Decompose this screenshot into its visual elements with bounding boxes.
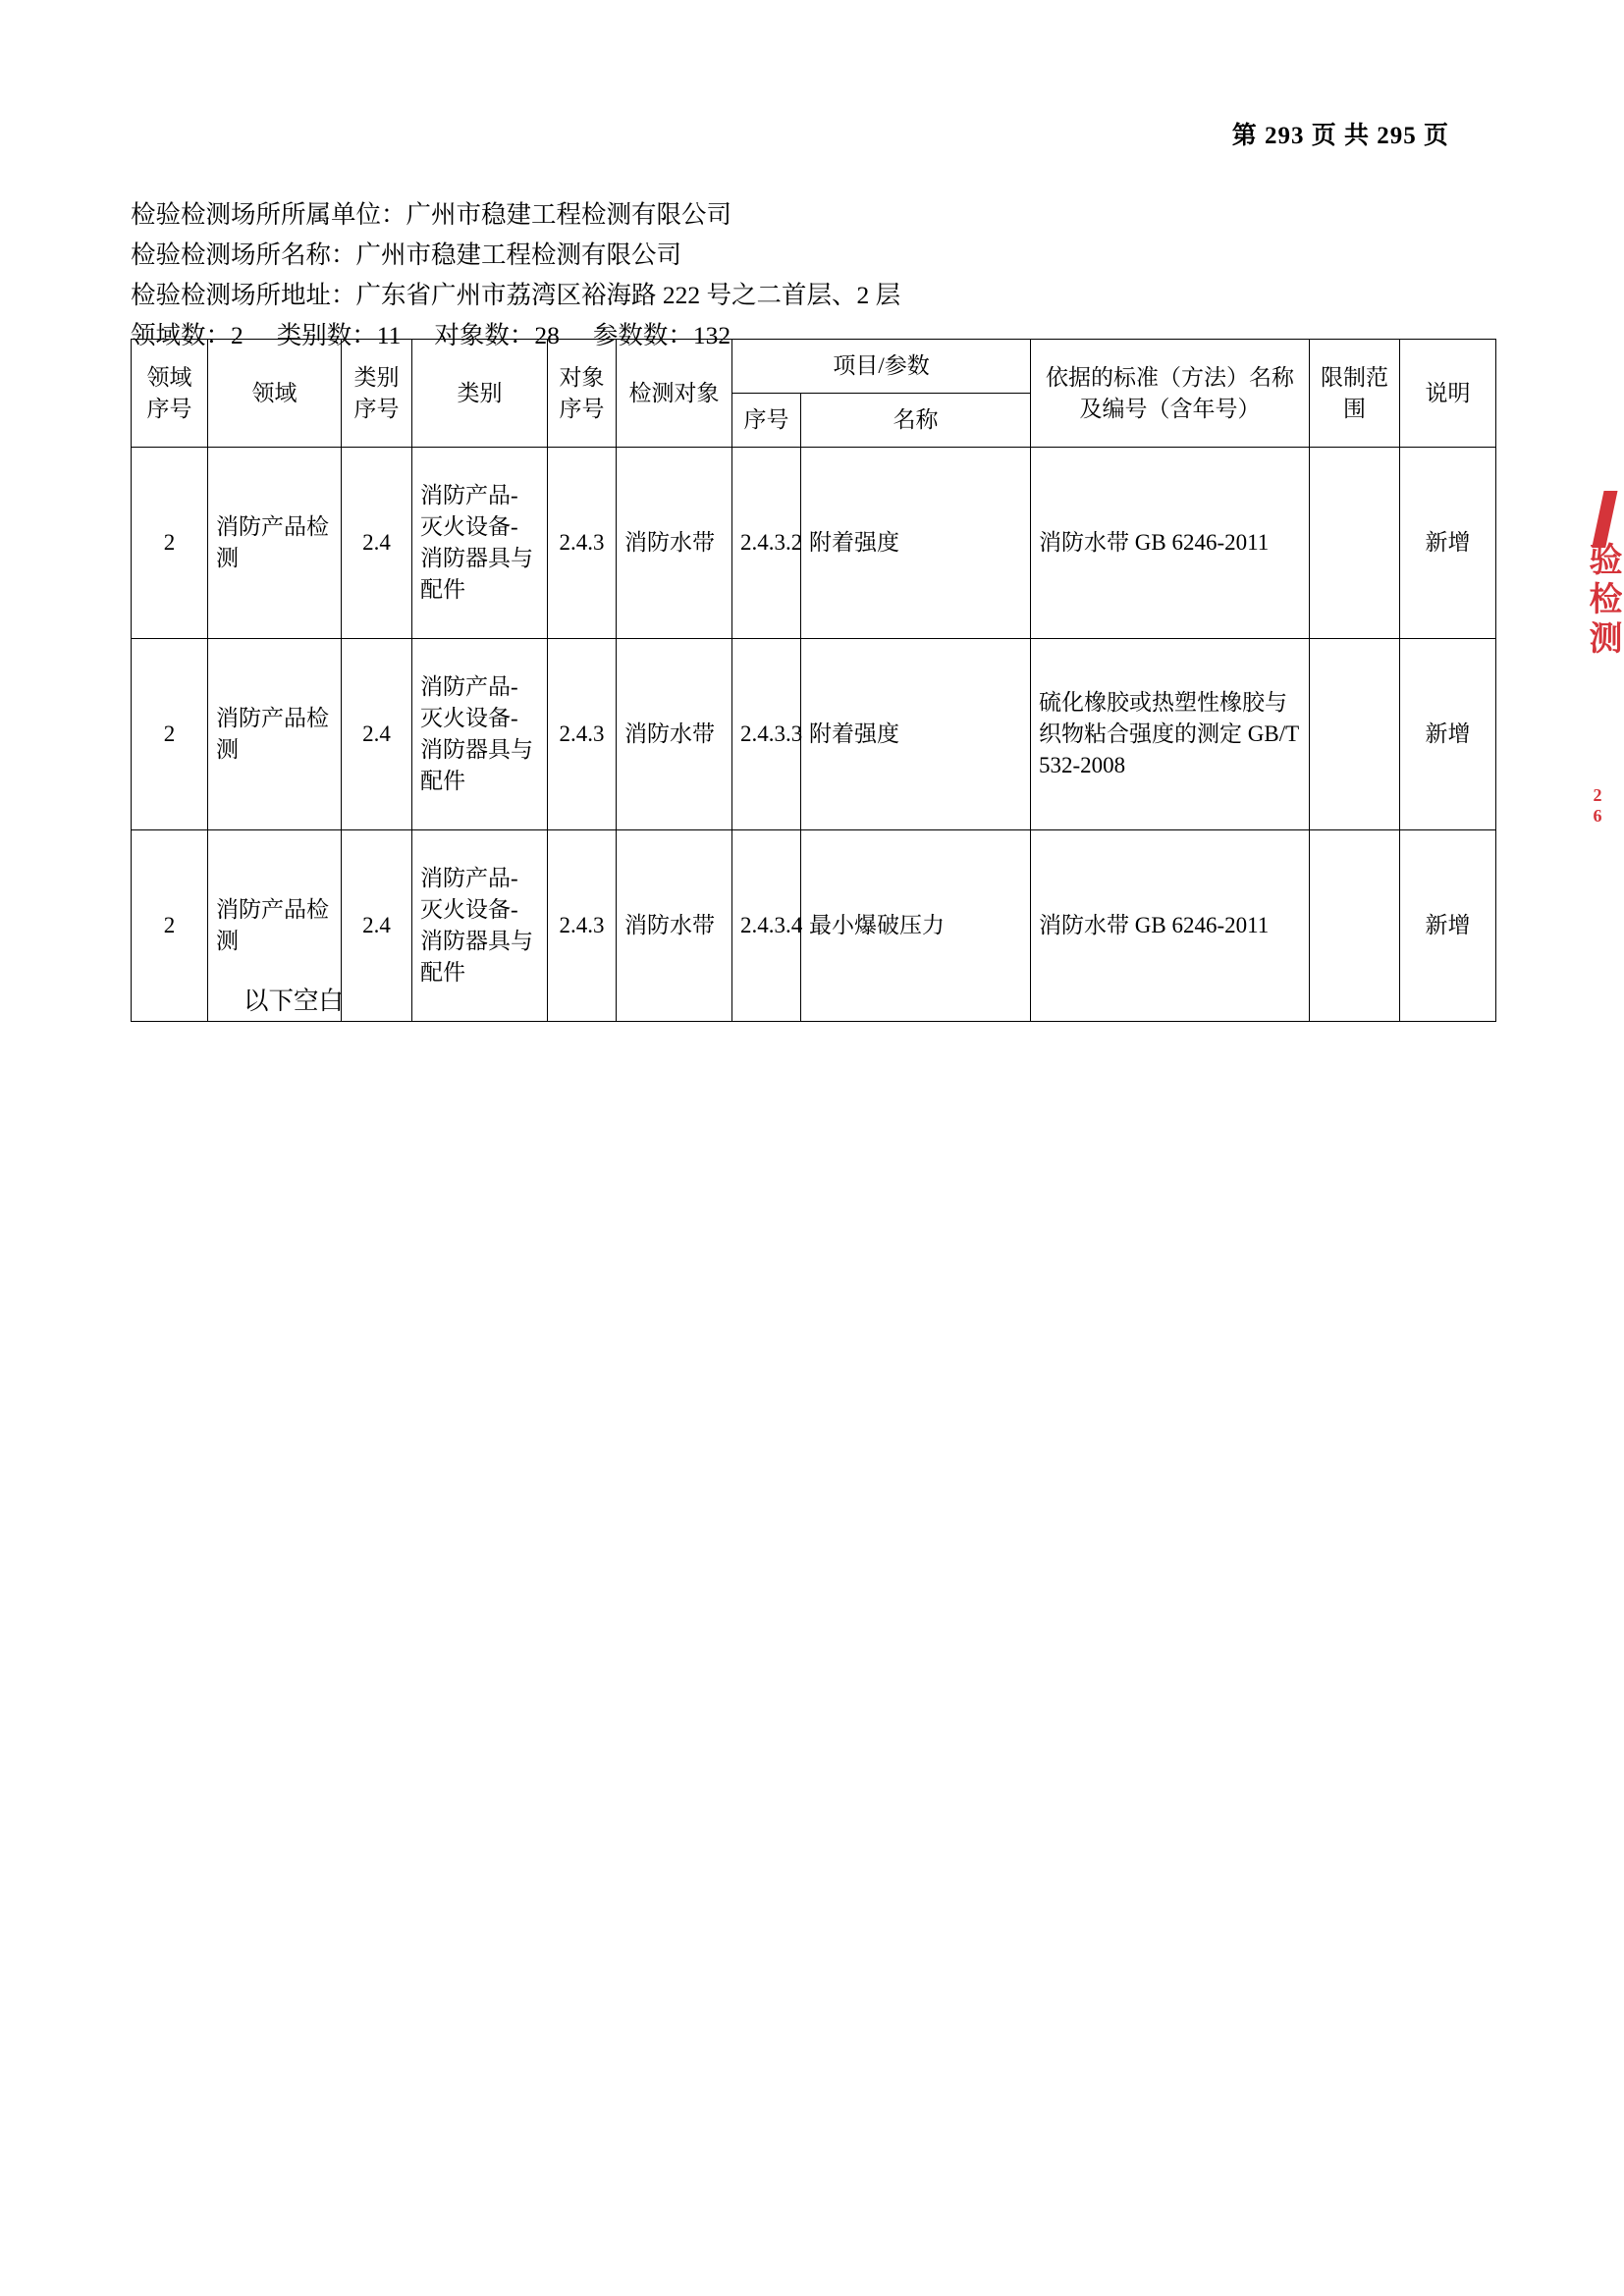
cell-category-no: 2.4 (342, 639, 412, 830)
table-row (132, 639, 1496, 830)
seal-bar (1592, 491, 1619, 548)
intro-line-name: 检验检测场所名称：广州市稳建工程检测有限公司 (131, 240, 682, 269)
blank-note: 以下空白 (244, 987, 345, 1015)
cell-category: 消防产品-灭火设备-消防器具与配件 (412, 639, 548, 830)
header-category: 类别 (412, 340, 548, 448)
intro-line-address: 检验检测场所地址：广东省广州市荔湾区裕海路 222 号之二首层、2 层 (131, 281, 901, 309)
cell-item-no: 2.4.3.3 (732, 639, 801, 830)
header-remark: 说明 (1400, 340, 1496, 448)
header-object-no-line2: 序号 (559, 396, 605, 421)
cell-field-no: 2 (132, 448, 208, 639)
count-objects: 对象数：28 (434, 321, 560, 349)
cell-object: 消防水带 (617, 448, 732, 639)
header-category-no-line1: 类别 (353, 364, 400, 390)
cell-item-name: 附着强度 (801, 639, 1031, 830)
header-field: 领域 (208, 340, 342, 448)
cell-category-no: 2.4 (342, 830, 412, 1022)
cell-object: 消防水带 (617, 639, 732, 830)
cell-item-name: 附着强度 (801, 448, 1031, 639)
header-field-no (132, 340, 208, 448)
table-header-row-1 (132, 340, 1496, 394)
table-row (132, 448, 1496, 639)
cell-category: 消防产品-灭火设备-消防器具与配件 (412, 448, 548, 639)
cell-limit (1310, 830, 1400, 1022)
intro-block (131, 194, 900, 355)
cell-object-no: 2.4.3 (548, 639, 617, 830)
header-item-param: 项目/参数 (732, 340, 1031, 394)
cell-category: 消防产品-灭火设备-消防器具与配件 (412, 830, 548, 1022)
cell-remark: 新增 (1400, 830, 1496, 1022)
header-limit-line2: 围 (1343, 396, 1367, 421)
cell-remark: 新增 (1400, 448, 1496, 639)
page-number: 第 293 页 共 295 页 (1231, 123, 1449, 149)
header-object: 检测对象 (617, 340, 732, 448)
header-object-no-line1: 对象 (559, 364, 605, 390)
cell-remark: 新增 (1400, 639, 1496, 830)
cell-limit (1310, 639, 1400, 830)
cell-standard: 消防水带 GB 6246-2011 (1031, 448, 1310, 639)
cell-item-name: 最小爆破压力 (801, 830, 1031, 1022)
cell-field: 消防产品检测 (208, 639, 342, 830)
cell-item-no: 2.4.3.4 (732, 830, 801, 1022)
cell-item-no: 2.4.3.2 (732, 448, 801, 639)
cell-category-no: 2.4 (342, 448, 412, 639)
header-standard: 依据的标准（方法）名称及编号（含年号） (1031, 340, 1310, 448)
cell-object-no: 2.4.3 (548, 448, 617, 639)
count-categories: 类别数：11 (276, 321, 402, 349)
header-category-no-line2: 序号 (353, 396, 400, 421)
count-params: 参数数：132 (592, 321, 731, 349)
header-field-no-line2: 序号 (146, 396, 192, 421)
seal-code: 26 (1588, 785, 1607, 827)
header-field-no-line1: 领域 (146, 364, 192, 390)
cell-field-no: 2 (132, 639, 208, 830)
cell-limit (1310, 448, 1400, 639)
cell-standard: 消防水带 GB 6246-2011 (1031, 830, 1310, 1022)
header-item-no: 序号 (732, 394, 801, 448)
cell-field-no: 2 (132, 830, 208, 1022)
header-object-no (548, 340, 617, 448)
header-limit-line1: 限制范 (1321, 364, 1389, 390)
cell-standard: 硫化橡胶或热塑性橡胶与织物粘合强度的测定 GB/T 532-2008 (1031, 639, 1310, 830)
cell-object-no: 2.4.3 (548, 830, 617, 1022)
cell-field: 消防产品检测 (208, 448, 342, 639)
seal-text: 验检测 (1584, 542, 1620, 660)
header-limit (1310, 340, 1400, 448)
cell-field: 消防产品检测 (208, 830, 342, 1022)
header-category-no (342, 340, 412, 448)
red-seal-stamp (1565, 491, 1624, 883)
count-fields: 领域数：2 (131, 321, 244, 349)
header-item-name: 名称 (801, 394, 1031, 448)
intro-line-unit: 检验检测场所所属单位：广州市稳建工程检测有限公司 (131, 200, 732, 229)
capability-table (131, 339, 1496, 1022)
cell-object: 消防水带 (617, 830, 732, 1022)
